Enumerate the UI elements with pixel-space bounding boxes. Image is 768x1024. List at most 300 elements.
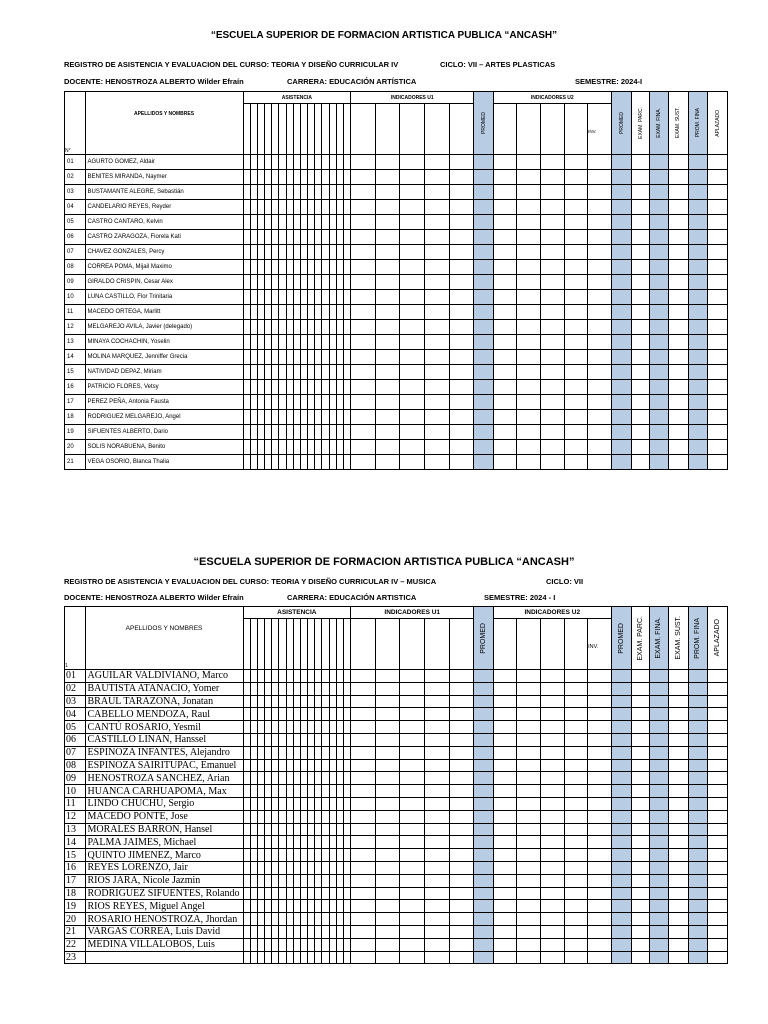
grade-cell[interactable] (272, 185, 279, 200)
grade-cell[interactable] (517, 938, 541, 951)
grade-cell[interactable] (279, 320, 286, 335)
grade-cell[interactable] (517, 155, 541, 170)
grade-cell[interactable] (708, 823, 728, 836)
grade-cell[interactable] (351, 230, 376, 245)
grade-cell[interactable] (308, 785, 315, 798)
grade-cell[interactable] (400, 395, 425, 410)
grade-cell[interactable] (649, 260, 668, 275)
grade-cell[interactable] (257, 245, 264, 260)
grade-cell[interactable] (632, 836, 649, 849)
grade-cell[interactable] (336, 380, 343, 395)
grade-cell[interactable] (315, 721, 322, 734)
grade-cell[interactable] (669, 759, 688, 772)
grade-cell[interactable] (375, 395, 400, 410)
grade-cell[interactable] (400, 938, 425, 951)
grade-cell[interactable] (293, 395, 300, 410)
grade-cell[interactable] (300, 455, 307, 470)
grade-cell[interactable] (474, 682, 493, 695)
grade-cell[interactable] (632, 861, 649, 874)
grade-cell[interactable] (649, 230, 668, 245)
grade-cell[interactable] (540, 670, 564, 683)
grade-cell[interactable] (308, 410, 315, 425)
grade-cell[interactable] (400, 849, 425, 862)
grade-cell[interactable] (329, 290, 336, 305)
grade-cell[interactable] (329, 695, 336, 708)
grade-cell[interactable] (517, 861, 541, 874)
grade-cell[interactable] (265, 887, 272, 900)
grade-cell[interactable] (322, 185, 329, 200)
grade-cell[interactable] (375, 185, 400, 200)
grade-cell[interactable] (517, 913, 541, 926)
grade-cell[interactable] (540, 350, 564, 365)
grade-cell[interactable] (632, 410, 649, 425)
grade-cell[interactable] (611, 380, 632, 395)
grade-cell[interactable] (517, 380, 541, 395)
grade-cell[interactable] (688, 785, 707, 798)
grade-cell[interactable] (279, 155, 286, 170)
grade-cell[interactable] (286, 670, 293, 683)
grade-cell[interactable] (649, 797, 668, 810)
grade-cell[interactable] (708, 440, 728, 455)
grade-cell[interactable] (708, 721, 728, 734)
grade-cell[interactable] (293, 155, 300, 170)
grade-cell[interactable] (300, 772, 307, 785)
grade-cell[interactable] (257, 230, 264, 245)
grade-cell[interactable] (588, 708, 612, 721)
grade-cell[interactable] (243, 215, 250, 230)
grade-cell[interactable] (449, 290, 474, 305)
grade-cell[interactable] (688, 275, 707, 290)
grade-cell[interactable] (243, 823, 250, 836)
grade-cell[interactable] (351, 365, 376, 380)
grade-cell[interactable] (336, 938, 343, 951)
grade-cell[interactable] (322, 395, 329, 410)
grade-cell[interactable] (517, 455, 541, 470)
grade-cell[interactable] (493, 849, 517, 862)
grade-cell[interactable] (375, 695, 400, 708)
grade-cell[interactable] (279, 874, 286, 887)
grade-cell[interactable] (250, 425, 257, 440)
grade-cell[interactable] (322, 155, 329, 170)
grade-cell[interactable] (688, 861, 707, 874)
grade-cell[interactable] (315, 695, 322, 708)
grade-cell[interactable] (517, 759, 541, 772)
grade-cell[interactable] (588, 440, 612, 455)
grade-cell[interactable] (243, 380, 250, 395)
grade-cell[interactable] (322, 230, 329, 245)
grade-cell[interactable] (265, 155, 272, 170)
grade-cell[interactable] (564, 670, 588, 683)
grade-cell[interactable] (632, 185, 649, 200)
grade-cell[interactable] (293, 785, 300, 798)
grade-cell[interactable] (250, 380, 257, 395)
grade-cell[interactable] (322, 708, 329, 721)
grade-cell[interactable] (517, 170, 541, 185)
grade-cell[interactable] (669, 951, 688, 964)
grade-cell[interactable] (474, 275, 493, 290)
grade-cell[interactable] (272, 836, 279, 849)
grade-cell[interactable] (611, 785, 632, 798)
grade-cell[interactable] (300, 874, 307, 887)
grade-cell[interactable] (493, 200, 517, 215)
grade-cell[interactable] (322, 440, 329, 455)
grade-cell[interactable] (375, 335, 400, 350)
grade-cell[interactable] (540, 861, 564, 874)
grade-cell[interactable] (474, 746, 493, 759)
grade-cell[interactable] (293, 746, 300, 759)
grade-cell[interactable] (669, 797, 688, 810)
grade-cell[interactable] (649, 708, 668, 721)
grade-cell[interactable] (250, 260, 257, 275)
grade-cell[interactable] (611, 708, 632, 721)
grade-cell[interactable] (243, 440, 250, 455)
grade-cell[interactable] (375, 836, 400, 849)
grade-cell[interactable] (293, 772, 300, 785)
grade-cell[interactable] (265, 785, 272, 798)
grade-cell[interactable] (540, 455, 564, 470)
grade-cell[interactable] (669, 670, 688, 683)
grade-cell[interactable] (336, 350, 343, 365)
grade-cell[interactable] (449, 823, 474, 836)
grade-cell[interactable] (375, 245, 400, 260)
grade-cell[interactable] (632, 797, 649, 810)
grade-cell[interactable] (315, 245, 322, 260)
grade-cell[interactable] (279, 170, 286, 185)
grade-cell[interactable] (286, 320, 293, 335)
grade-cell[interactable] (632, 900, 649, 913)
grade-cell[interactable] (649, 200, 668, 215)
grade-cell[interactable] (272, 305, 279, 320)
grade-cell[interactable] (343, 215, 350, 230)
grade-cell[interactable] (250, 733, 257, 746)
grade-cell[interactable] (564, 275, 588, 290)
grade-cell[interactable] (265, 759, 272, 772)
grade-cell[interactable] (632, 874, 649, 887)
grade-cell[interactable] (286, 785, 293, 798)
grade-cell[interactable] (400, 925, 425, 938)
grade-cell[interactable] (649, 305, 668, 320)
grade-cell[interactable] (243, 772, 250, 785)
grade-cell[interactable] (336, 670, 343, 683)
grade-cell[interactable] (329, 230, 336, 245)
grade-cell[interactable] (286, 849, 293, 862)
grade-cell[interactable] (669, 155, 688, 170)
grade-cell[interactable] (257, 951, 264, 964)
grade-cell[interactable] (308, 260, 315, 275)
grade-cell[interactable] (424, 900, 449, 913)
grade-cell[interactable] (449, 670, 474, 683)
grade-cell[interactable] (308, 695, 315, 708)
grade-cell[interactable] (669, 170, 688, 185)
grade-cell[interactable] (250, 836, 257, 849)
grade-cell[interactable] (588, 951, 612, 964)
grade-cell[interactable] (300, 759, 307, 772)
grade-cell[interactable] (493, 155, 517, 170)
grade-cell[interactable] (308, 320, 315, 335)
grade-cell[interactable] (286, 887, 293, 900)
grade-cell[interactable] (329, 772, 336, 785)
grade-cell[interactable] (265, 380, 272, 395)
grade-cell[interactable] (688, 380, 707, 395)
grade-cell[interactable] (588, 874, 612, 887)
grade-cell[interactable] (588, 335, 612, 350)
grade-cell[interactable] (611, 425, 632, 440)
grade-cell[interactable] (265, 230, 272, 245)
grade-cell[interactable] (688, 185, 707, 200)
grade-cell[interactable] (343, 695, 350, 708)
grade-cell[interactable] (708, 810, 728, 823)
grade-cell[interactable] (517, 305, 541, 320)
grade-cell[interactable] (449, 185, 474, 200)
grade-cell[interactable] (293, 320, 300, 335)
grade-cell[interactable] (279, 380, 286, 395)
grade-cell[interactable] (517, 682, 541, 695)
grade-cell[interactable] (493, 836, 517, 849)
grade-cell[interactable] (564, 440, 588, 455)
grade-cell[interactable] (449, 410, 474, 425)
grade-cell[interactable] (449, 335, 474, 350)
grade-cell[interactable] (279, 785, 286, 798)
grade-cell[interactable] (250, 913, 257, 926)
grade-cell[interactable] (449, 925, 474, 938)
grade-cell[interactable] (343, 320, 350, 335)
grade-cell[interactable] (649, 245, 668, 260)
grade-cell[interactable] (243, 797, 250, 810)
grade-cell[interactable] (474, 455, 493, 470)
grade-cell[interactable] (315, 395, 322, 410)
grade-cell[interactable] (336, 759, 343, 772)
grade-cell[interactable] (279, 275, 286, 290)
grade-cell[interactable] (286, 155, 293, 170)
grade-cell[interactable] (632, 938, 649, 951)
grade-cell[interactable] (632, 230, 649, 245)
grade-cell[interactable] (279, 335, 286, 350)
grade-cell[interactable] (308, 836, 315, 849)
grade-cell[interactable] (300, 887, 307, 900)
grade-cell[interactable] (336, 155, 343, 170)
grade-cell[interactable] (257, 185, 264, 200)
grade-cell[interactable] (243, 861, 250, 874)
grade-cell[interactable] (493, 365, 517, 380)
grade-cell[interactable] (425, 290, 450, 305)
grade-cell[interactable] (588, 670, 612, 683)
grade-cell[interactable] (669, 733, 688, 746)
grade-cell[interactable] (375, 365, 400, 380)
grade-cell[interactable] (250, 887, 257, 900)
grade-cell[interactable] (588, 380, 612, 395)
grade-cell[interactable] (588, 861, 612, 874)
grade-cell[interactable] (540, 874, 564, 887)
grade-cell[interactable] (336, 887, 343, 900)
grade-cell[interactable] (540, 245, 564, 260)
grade-cell[interactable] (632, 335, 649, 350)
grade-cell[interactable] (611, 215, 632, 230)
grade-cell[interactable] (243, 335, 250, 350)
grade-cell[interactable] (351, 185, 376, 200)
grade-cell[interactable] (669, 395, 688, 410)
grade-cell[interactable] (517, 275, 541, 290)
grade-cell[interactable] (588, 849, 612, 862)
grade-cell[interactable] (474, 245, 493, 260)
grade-cell[interactable] (272, 887, 279, 900)
grade-cell[interactable] (611, 290, 632, 305)
grade-cell[interactable] (611, 900, 632, 913)
grade-cell[interactable] (708, 380, 728, 395)
grade-cell[interactable] (474, 913, 493, 926)
grade-cell[interactable] (400, 670, 425, 683)
grade-cell[interactable] (588, 810, 612, 823)
grade-cell[interactable] (322, 350, 329, 365)
grade-cell[interactable] (343, 305, 350, 320)
grade-cell[interactable] (315, 785, 322, 798)
grade-cell[interactable] (688, 350, 707, 365)
grade-cell[interactable] (286, 925, 293, 938)
grade-cell[interactable] (474, 395, 493, 410)
grade-cell[interactable] (322, 759, 329, 772)
grade-cell[interactable] (293, 836, 300, 849)
grade-cell[interactable] (564, 410, 588, 425)
grade-cell[interactable] (632, 425, 649, 440)
grade-cell[interactable] (257, 733, 264, 746)
grade-cell[interactable] (611, 797, 632, 810)
grade-cell[interactable] (400, 823, 425, 836)
grade-cell[interactable] (474, 708, 493, 721)
grade-cell[interactable] (632, 913, 649, 926)
grade-cell[interactable] (688, 874, 707, 887)
grade-cell[interactable] (540, 395, 564, 410)
grade-cell[interactable] (632, 215, 649, 230)
grade-cell[interactable] (322, 425, 329, 440)
grade-cell[interactable] (424, 733, 449, 746)
grade-cell[interactable] (322, 861, 329, 874)
grade-cell[interactable] (351, 170, 376, 185)
grade-cell[interactable] (688, 230, 707, 245)
grade-cell[interactable] (649, 365, 668, 380)
grade-cell[interactable] (449, 887, 474, 900)
grade-cell[interactable] (649, 900, 668, 913)
grade-cell[interactable] (669, 245, 688, 260)
grade-cell[interactable] (308, 682, 315, 695)
grade-cell[interactable] (632, 440, 649, 455)
grade-cell[interactable] (265, 721, 272, 734)
grade-cell[interactable] (315, 925, 322, 938)
grade-cell[interactable] (250, 185, 257, 200)
grade-cell[interactable] (279, 365, 286, 380)
grade-cell[interactable] (322, 951, 329, 964)
grade-cell[interactable] (293, 682, 300, 695)
grade-cell[interactable] (449, 200, 474, 215)
grade-cell[interactable] (669, 874, 688, 887)
grade-cell[interactable] (336, 230, 343, 245)
grade-cell[interactable] (611, 670, 632, 683)
grade-cell[interactable] (293, 170, 300, 185)
grade-cell[interactable] (272, 425, 279, 440)
grade-cell[interactable] (708, 874, 728, 887)
grade-cell[interactable] (474, 759, 493, 772)
grade-cell[interactable] (257, 797, 264, 810)
grade-cell[interactable] (611, 759, 632, 772)
grade-cell[interactable] (669, 305, 688, 320)
grade-cell[interactable] (474, 887, 493, 900)
grade-cell[interactable] (351, 275, 376, 290)
grade-cell[interactable] (649, 350, 668, 365)
grade-cell[interactable] (250, 823, 257, 836)
grade-cell[interactable] (265, 849, 272, 862)
grade-cell[interactable] (474, 695, 493, 708)
grade-cell[interactable] (493, 350, 517, 365)
grade-cell[interactable] (343, 849, 350, 862)
grade-cell[interactable] (293, 887, 300, 900)
grade-cell[interactable] (449, 733, 474, 746)
grade-cell[interactable] (493, 951, 517, 964)
grade-cell[interactable] (265, 823, 272, 836)
grade-cell[interactable] (300, 305, 307, 320)
grade-cell[interactable] (322, 245, 329, 260)
grade-cell[interactable] (351, 913, 376, 926)
grade-cell[interactable] (322, 849, 329, 862)
grade-cell[interactable] (611, 721, 632, 734)
grade-cell[interactable] (308, 230, 315, 245)
grade-cell[interactable] (493, 320, 517, 335)
grade-cell[interactable] (517, 260, 541, 275)
grade-cell[interactable] (250, 215, 257, 230)
grade-cell[interactable] (611, 733, 632, 746)
grade-cell[interactable] (564, 170, 588, 185)
grade-cell[interactable] (425, 395, 450, 410)
grade-cell[interactable] (322, 290, 329, 305)
grade-cell[interactable] (265, 275, 272, 290)
grade-cell[interactable] (279, 200, 286, 215)
grade-cell[interactable] (351, 320, 376, 335)
grade-cell[interactable] (449, 682, 474, 695)
grade-cell[interactable] (300, 185, 307, 200)
grade-cell[interactable] (474, 849, 493, 862)
grade-cell[interactable] (708, 900, 728, 913)
grade-cell[interactable] (351, 938, 376, 951)
grade-cell[interactable] (493, 440, 517, 455)
grade-cell[interactable] (708, 320, 728, 335)
grade-cell[interactable] (351, 410, 376, 425)
grade-cell[interactable] (540, 849, 564, 862)
grade-cell[interactable] (400, 721, 425, 734)
grade-cell[interactable] (279, 746, 286, 759)
grade-cell[interactable] (257, 823, 264, 836)
grade-cell[interactable] (669, 849, 688, 862)
grade-cell[interactable] (329, 785, 336, 798)
grade-cell[interactable] (611, 305, 632, 320)
grade-cell[interactable] (265, 215, 272, 230)
grade-cell[interactable] (315, 670, 322, 683)
grade-cell[interactable] (611, 836, 632, 849)
grade-cell[interactable] (243, 290, 250, 305)
grade-cell[interactable] (293, 721, 300, 734)
grade-cell[interactable] (322, 746, 329, 759)
grade-cell[interactable] (336, 425, 343, 440)
grade-cell[interactable] (540, 938, 564, 951)
grade-cell[interactable] (649, 951, 668, 964)
grade-cell[interactable] (669, 785, 688, 798)
grade-cell[interactable] (329, 938, 336, 951)
grade-cell[interactable] (669, 335, 688, 350)
grade-cell[interactable] (265, 425, 272, 440)
grade-cell[interactable] (688, 395, 707, 410)
grade-cell[interactable] (688, 849, 707, 862)
grade-cell[interactable] (286, 746, 293, 759)
grade-cell[interactable] (343, 836, 350, 849)
grade-cell[interactable] (424, 823, 449, 836)
grade-cell[interactable] (708, 682, 728, 695)
grade-cell[interactable] (649, 682, 668, 695)
